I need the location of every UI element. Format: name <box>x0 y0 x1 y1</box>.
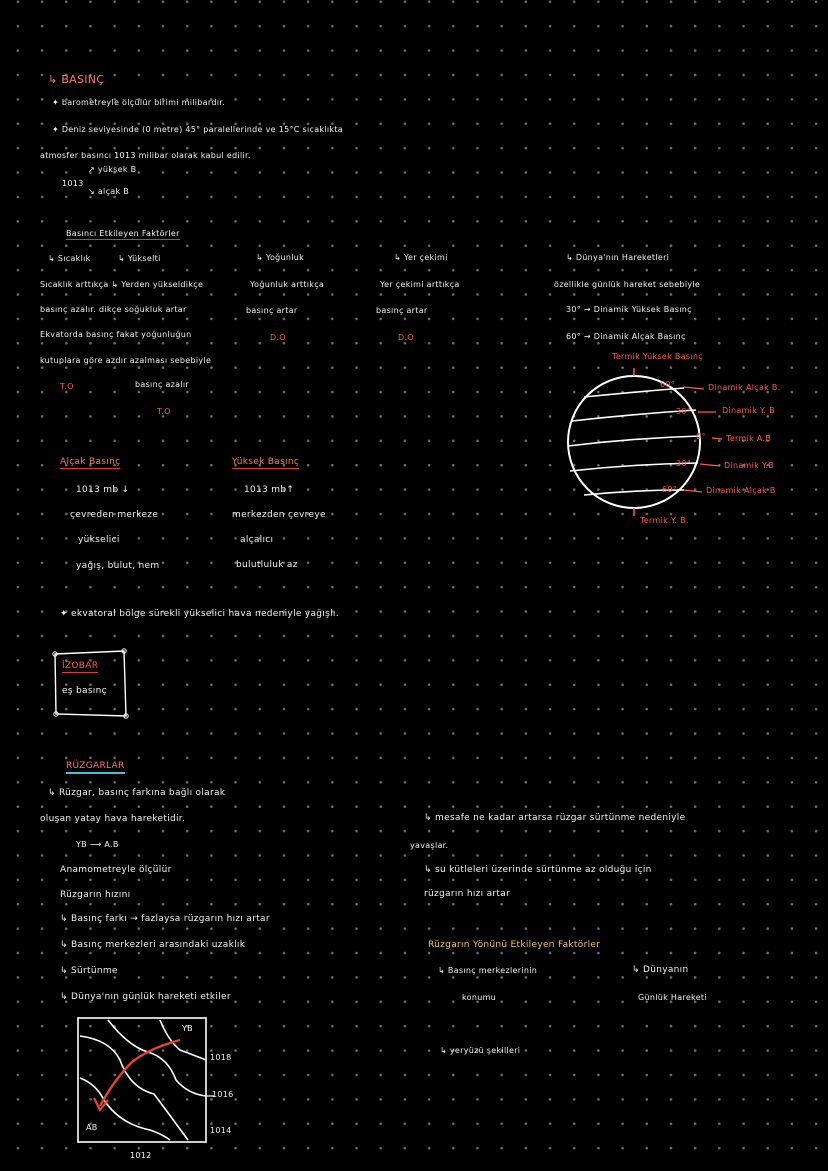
globe-lat-label: 30° <box>676 459 692 468</box>
globe-right-label: Dinamik Alçak B <box>706 486 776 495</box>
ruzgar-dir-2: ↳ Dünyanın <box>632 965 689 975</box>
factor-dunya-head: ↳ Dünya'nın Hareketleri <box>566 253 670 262</box>
factor-col4-line3: 60° → Dinamik Alçak Basınç <box>566 332 686 341</box>
basinc-line-1: ✦ barometreyle ölçülür birimi milibardır. <box>52 98 225 107</box>
high-pressure-item: merkezden çevreye <box>232 510 326 520</box>
factor-col3-line2: basınç artar <box>376 306 428 315</box>
high-pressure-item: alçalıcı <box>240 535 274 545</box>
factor-col1-line4: kutuplara göre azdır azalması sebebiyle <box>40 356 212 365</box>
basinc-line-2: ✦ Deniz seviyesinde (0 metre) 45° paralellerinde ve 15°C sıcaklıkta <box>52 125 343 134</box>
globe-right-label: Termik A.B <box>726 434 772 443</box>
ruzgar-line-6: ↳ Basınç farkı → fazlaysa rüzgarın hızı artar <box>60 914 270 924</box>
ruzgar-dir-1: ↳ Basınç merkezlerinin <box>438 966 538 975</box>
factor-yogunluk-head: ↳ Yoğunluk <box>256 253 305 262</box>
factor-col2-line1: Yoğunluk arttıkça <box>250 280 325 289</box>
factor-col1-line5: basınç azalır <box>135 380 190 389</box>
high-pressure-item: 1013 mb↑ <box>244 485 295 495</box>
basinc-heading: ↳ BASINÇ <box>48 73 105 86</box>
factor-col4-line1: özellikle günlük hareket sebebiyle <box>554 280 701 289</box>
ruzgar-line-1: ↳ Rüzgar, basınç farkına bağlı olarak <box>48 788 226 798</box>
izobar-text: eş basınç <box>62 686 107 696</box>
high-pressure-title: Yüksek Basınç <box>232 457 300 467</box>
ruzgar-line-5: Rüzgarın hızını <box>60 890 131 900</box>
factor-col3-tag: D.O <box>398 333 414 342</box>
factor-col3-line1: Yer çekimi arttıkça <box>380 280 460 289</box>
globe-right-label: Dinamik Y.B <box>724 461 775 470</box>
ruzgar-line-8: ↳ Sürtünme <box>60 966 118 976</box>
factor-col1-line2: basınç azalır. dikçe soğukluk artar <box>40 305 187 314</box>
ruzgarlar-title: RÜZGARLAR <box>66 762 125 774</box>
factors-title: Basıncı Etkileyen Faktörler <box>66 229 180 238</box>
factor-col1-line1: Sıcaklık arttıkça ↳ Yerden yükseldikçe <box>40 280 204 289</box>
globe-lat-label: 60° <box>660 380 676 389</box>
isobar-value: 1016 <box>212 1090 234 1099</box>
ruzgar-line-2: oluşan yatay hava hareketidir. <box>40 814 186 824</box>
globe-right-label: Dinamik Y. B <box>722 406 775 415</box>
ekvator-note: ✦ ekvatoral bölge sürekli yükselici hava nedeniyle yağışlı. <box>60 609 339 619</box>
ruzgar-line-3: YB ⟶ A.B <box>76 840 119 849</box>
factor-yercekimi-head: ↳ Yer çekimi <box>394 253 448 262</box>
low-pressure-item: yağış, bulut, nem <box>76 561 160 571</box>
isobar-value: 1018 <box>210 1053 232 1062</box>
basinc-note-up: ↗ yüksek B <box>88 165 137 174</box>
low-pressure-title: Alçak Basınç <box>60 457 121 467</box>
isobar-value: 1014 <box>210 1126 232 1135</box>
basinc-note-value: 1013 <box>62 179 84 188</box>
factor-sicaklik-head: ↳ Sıcaklık <box>48 254 91 263</box>
globe-top-label: Termik Yüksek Basınç <box>612 352 703 361</box>
low-pressure-item: yükselici <box>78 535 120 545</box>
ruzgar-right-3: ↳ su kütleleri üzerinde sürtünme az olduğu için <box>424 865 652 875</box>
basinc-line-3: atmosfer basıncı 1013 milibar olarak kabul edilir. <box>40 151 251 160</box>
globe-lat-label: 0° <box>696 432 706 441</box>
ruzgar-line-9: ↳ Dünya'nın günlük hareketi etkiler <box>60 992 231 1002</box>
factor-col2-tag: D.O <box>270 333 286 342</box>
globe-lat-label: 60° <box>662 485 678 494</box>
ruzgar-line-4: Anamometreyle ölçülür <box>60 865 172 875</box>
ruzgar-dir-title: Rüzgarın Yönünü Etkileyen Faktörler <box>428 940 601 950</box>
ruzgar-right-2: yavaşlar. <box>410 841 449 850</box>
factor-col1-tag: T.O <box>60 382 74 391</box>
ruzgar-right-1: ↳ mesafe ne kadar artarsa rüzgar sürtünme nedeniyle <box>424 813 686 823</box>
basinc-note-down: ↘ alçak B <box>88 187 130 196</box>
globe-bottom-label: Termik Y. B. <box>640 516 689 525</box>
ruzgar-dir-3: ↳ yeryüzü şekilleri <box>440 1046 521 1055</box>
factor-yukselti-head: ↳ Yükselti <box>118 254 161 263</box>
isobar-ab-label: AB <box>86 1123 98 1132</box>
factor-col1-tag2: T.O <box>157 407 171 416</box>
low-pressure-item: 1013 mb ↓ <box>76 485 130 495</box>
low-pressure-item: çevreden merkeze <box>70 510 159 520</box>
globe-lat-label: 30° <box>676 407 692 416</box>
ruzgar-right-4: rüzgarın hızı artar <box>424 889 511 899</box>
ruzgar-line-7: ↳ Basınç merkezleri arasındaki uzaklık <box>60 940 246 950</box>
ruzgar-dir-2b: Günlük Hareketi <box>638 993 707 1002</box>
izobar-title: İZOBAR <box>62 661 99 671</box>
globe-right-label: Dinamik Alçak B. <box>708 383 781 392</box>
isobar-yb-label: YB <box>182 1024 193 1033</box>
factor-col1-line3: Ekvatorda basınç fakat yoğunluğun <box>40 330 192 339</box>
high-pressure-item: bulutluluk az <box>236 560 298 570</box>
factor-col2-line2: basınç artar <box>246 306 298 315</box>
ruzgar-dir-1b: konumu <box>462 993 497 1002</box>
isobar-value: 1012 <box>130 1151 152 1160</box>
factor-col4-line2: 30° → Dinamik Yüksek Basınç <box>566 305 692 314</box>
